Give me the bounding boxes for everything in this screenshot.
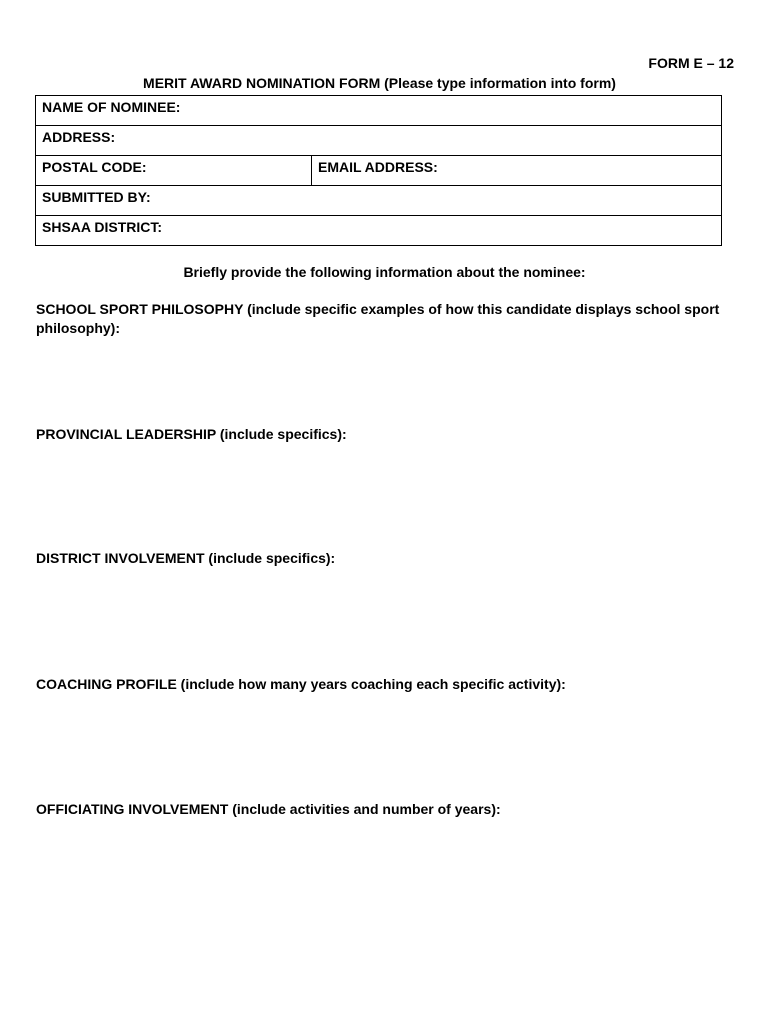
form-number: FORM E – 12 bbox=[648, 55, 734, 71]
district-field[interactable] bbox=[36, 216, 722, 246]
district-input-area[interactable] bbox=[36, 568, 736, 648]
address-label: ADDRESS: bbox=[42, 129, 116, 145]
coaching-section bbox=[36, 675, 736, 774]
nominee-name-label: NAME OF NOMINEE: bbox=[42, 99, 181, 115]
coaching-label: COACHING PROFILE (include how many years coaching each specific activity): bbox=[36, 676, 566, 692]
officiating-section bbox=[36, 800, 736, 899]
nominee-info-table bbox=[35, 95, 722, 246]
provincial-input-area[interactable] bbox=[36, 444, 736, 524]
district-label: SHSAA DISTRICT: bbox=[42, 219, 163, 235]
district-section bbox=[36, 549, 736, 648]
table-row bbox=[36, 156, 722, 186]
postal-code-label: POSTAL CODE: bbox=[42, 159, 147, 175]
officiating-label: OFFICIATING INVOLVEMENT (include activities and number of years): bbox=[36, 801, 501, 817]
postal-code-field[interactable] bbox=[36, 156, 312, 186]
district-involvement-label: DISTRICT INVOLVEMENT (include specifics): bbox=[36, 550, 336, 566]
submitted-by-label: SUBMITTED BY: bbox=[42, 189, 151, 205]
email-address-field[interactable] bbox=[312, 156, 722, 186]
table-row bbox=[36, 126, 722, 156]
form-title: MERIT AWARD NOMINATION FORM (Please type information into form) bbox=[143, 75, 616, 91]
table-row bbox=[36, 186, 722, 216]
instructions-text: Briefly provide the following information about the nominee: bbox=[183, 264, 586, 280]
philosophy-label: SCHOOL SPORT PHILOSOPHY (include specific examples of how this candidate displays school sport philosophy): bbox=[36, 301, 720, 336]
table-row bbox=[36, 96, 722, 126]
email-address-label: EMAIL ADDRESS: bbox=[318, 159, 438, 175]
philosophy-section bbox=[36, 300, 736, 418]
submitted-by-field[interactable] bbox=[36, 186, 722, 216]
provincial-section bbox=[36, 425, 736, 524]
philosophy-input-area[interactable] bbox=[36, 338, 736, 418]
table-row bbox=[36, 216, 722, 246]
coaching-input-area[interactable] bbox=[36, 694, 736, 774]
provincial-label: PROVINCIAL LEADERSHIP (include specifics): bbox=[36, 426, 347, 442]
officiating-input-area[interactable] bbox=[36, 819, 736, 899]
nominee-name-field[interactable] bbox=[36, 96, 722, 126]
address-field[interactable] bbox=[36, 126, 722, 156]
